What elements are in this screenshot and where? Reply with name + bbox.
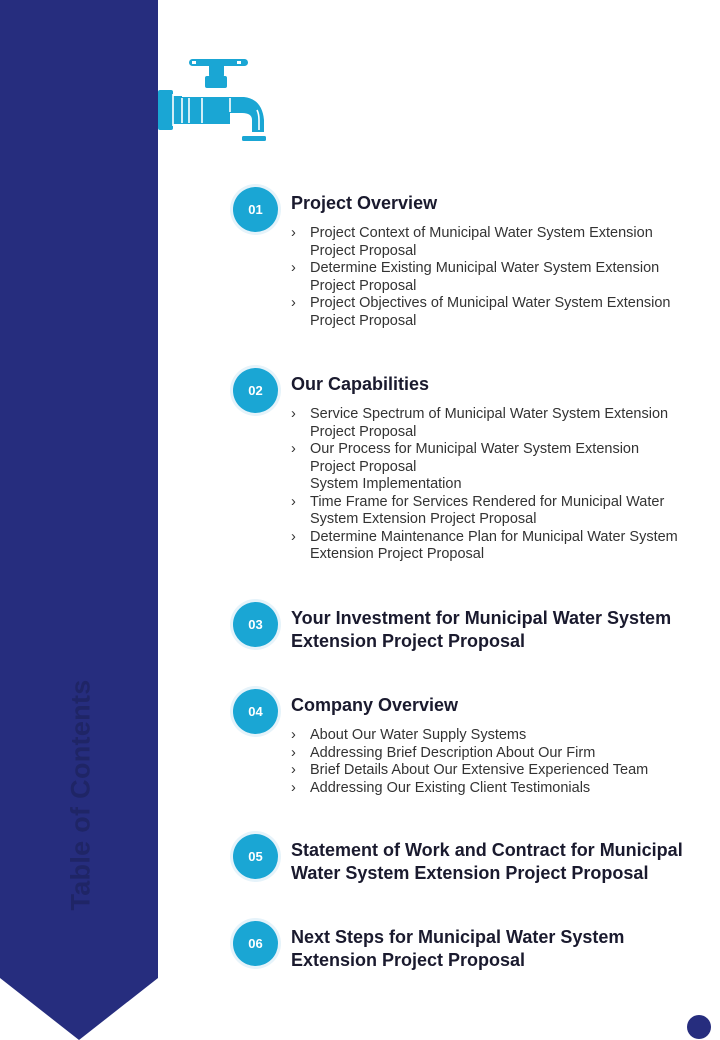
section-title[interactable]: Project Overview — [291, 193, 438, 213]
section-subitems — [291, 225, 711, 330]
section-number-badge: 04 — [233, 689, 278, 734]
sub-item[interactable]: › Determine Existing Municipal Water System Extension Project Proposal — [291, 260, 711, 295]
sub-item[interactable]: › Project Context of Municipal Water System Extension Project Proposal — [291, 225, 711, 260]
section-number-badge: 05 — [233, 834, 278, 879]
section-number-badge: 02 — [233, 368, 278, 413]
sub-item[interactable]: › Determine Maintenance Plan for Municipal Water System Extension Project Proposal — [291, 529, 711, 564]
section-number-badge: 03 — [233, 602, 278, 647]
section-subitems — [291, 406, 711, 564]
section-title[interactable]: Statement of Work and Contract for Municipal Water System Extension Project Proposal — [291, 840, 683, 883]
sub-item[interactable]: › Addressing Our Existing Client Testimonials — [291, 780, 711, 798]
sub-item[interactable]: › Our Process for Municipal Water System Extension Project Proposal System Implementation — [291, 441, 711, 494]
sub-item[interactable]: › Time Frame for Services Rendered for Municipal Water System Extension Project Proposal — [291, 494, 711, 529]
water-faucet-icon — [158, 54, 270, 142]
corner-dot — [687, 1015, 711, 1039]
sub-item[interactable]: › About Our Water Supply Systems — [291, 727, 711, 745]
section-title[interactable]: Your Investment for Municipal Water System Extension Project Proposal — [291, 608, 672, 651]
section-number-badge: 06 — [233, 921, 278, 966]
section-title[interactable]: Company Overview — [291, 695, 459, 715]
sub-item[interactable]: › Brief Details About Our Extensive Experienced Team — [291, 762, 711, 780]
section-title[interactable]: Next Steps for Municipal Water System Extension Project Proposal — [291, 927, 625, 970]
sub-item[interactable]: › Addressing Brief Description About Our Firm — [291, 745, 711, 763]
section-subitems — [291, 727, 711, 797]
section-title[interactable]: Our Capabilities — [291, 374, 430, 394]
sub-item[interactable]: › Service Spectrum of Municipal Water System Extension Project Proposal — [291, 406, 711, 441]
section-number-badge: 01 — [233, 187, 278, 232]
page-title: Table of Contents — [65, 679, 96, 911]
sub-item[interactable]: › Project Objectives of Municipal Water System Extension Project Proposal — [291, 295, 711, 330]
